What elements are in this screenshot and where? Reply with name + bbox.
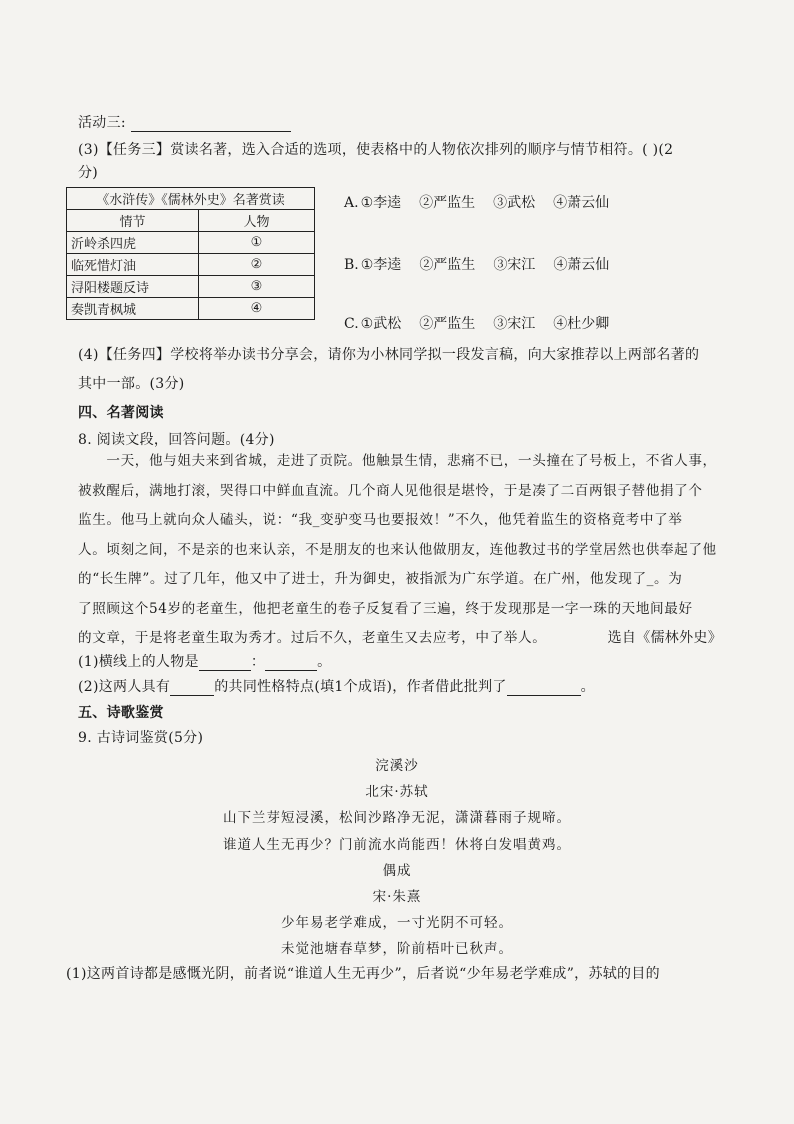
passage-line: 的“长生牌”。过了几年，他又中了进士，升为御史，被指派为广东学道。在广州，他发现了_。为 xyxy=(78,571,683,587)
poem2-line: 少年易老学难成，一寸光阴不可轻。 xyxy=(281,915,513,931)
option-item: ④萧云仙 xyxy=(553,257,610,273)
q8-sub1 xyxy=(78,651,331,671)
option-item: ②严监生 xyxy=(419,257,476,273)
table-row xyxy=(67,276,315,298)
table-cell-person: ① xyxy=(199,232,315,254)
table-cell-person: ③ xyxy=(199,276,315,298)
option-item: ③宋江 xyxy=(493,257,536,273)
option-letter: C. xyxy=(344,316,359,332)
option-item: ③宋江 xyxy=(493,316,536,332)
option-item: ③武松 xyxy=(493,195,536,211)
poem2-title: 偶成 xyxy=(382,863,412,879)
option-item: ①李逵 xyxy=(360,257,402,273)
option-item: ②严监生 xyxy=(419,316,476,332)
table-title: 《水浒传》《儒林外史》名著赏读 xyxy=(67,188,315,210)
q8-sub1-sep: ： xyxy=(250,654,266,670)
passage-line: 了照顾这个54岁的老童生，他把老童生的卷子反复看了三遍，终于发现那是一字一珠的天地间最好 xyxy=(78,600,693,617)
q8-sub1-blank-1[interactable] xyxy=(199,654,251,671)
passage-line: 的文章，于是将老童生取为秀才。过后不久，老童生又去应考，中了举人。 xyxy=(78,630,547,646)
q8-sub2 xyxy=(78,676,595,696)
passage-source: 选自《儒林外史》 xyxy=(607,630,722,646)
question-9-prompt: 9. 古诗词鉴赏(5分) xyxy=(78,730,204,746)
passage-line: 被救醒后，满地打滚，哭得口中鲜血直流。几个商人见他很是堪怜，于是凑了二百两银子替他捐了个 xyxy=(78,482,703,499)
poem1-title: 浣溪沙 xyxy=(375,758,419,774)
activity-answer-blank[interactable] xyxy=(131,115,291,132)
activity-3-label xyxy=(78,112,291,132)
option-item: ②严监生 xyxy=(419,195,476,211)
q9-sub1: (1)这两首诗都是感慨光阴，前者说“谁道人生无再少”，后者说“少年易老学难成”，苏轼的目的 xyxy=(66,966,660,982)
poem2-line: 未觉池塘春草梦，阶前梧叶已秋声。 xyxy=(281,941,513,957)
passage-line: 人。顷刻之间，不是亲的也来认亲，不是朋友的也来认他做朋友，连他教过书的学堂居然也供奉起了他 xyxy=(78,541,717,558)
option-item: ④杜少卿 xyxy=(553,316,610,332)
poem1-line: 山下兰芽短浸溪，松间沙路净无泥，潇潇暮雨子规啼。 xyxy=(223,810,571,826)
q8-sub2-end: 。 xyxy=(580,679,595,695)
option-item: ①武松 xyxy=(360,316,402,332)
table-header-plot: 情节 xyxy=(67,210,199,232)
option-c[interactable] xyxy=(344,313,627,333)
table-header-person: 人物 xyxy=(199,210,315,232)
table-cell-plot: 浔阳楼题反诗 xyxy=(67,276,199,298)
passage-line: 一天，他与姐夫来到省城，走进了贡院。他触景生情，悲痛不已，一头撞在了号板上，不省人事， xyxy=(78,453,717,469)
task3-question-line2: 分) xyxy=(78,165,99,181)
q8-passage xyxy=(78,447,724,654)
activity-label-text: 活动三: xyxy=(78,115,126,131)
q8-sub1-blank-2[interactable] xyxy=(265,654,317,671)
section-4-heading: 四、名著阅读 xyxy=(78,405,164,421)
table-cell-person: ④ xyxy=(199,298,315,320)
table-cell-plot: 临死惜灯油 xyxy=(67,254,199,276)
poem2-author: 宋·朱熹 xyxy=(372,889,422,905)
task4-question-line1: (4)【任务四】学校将举办读书分享会，请你为小林同学拟一段发言稿，向大家推荐以上两部名著的 xyxy=(78,347,700,363)
q8-sub1-end: 。 xyxy=(317,654,332,670)
poem1-line: 谁道人生无再少？门前流水尚能西！休将白发唱黄鸡。 xyxy=(223,837,571,853)
poem1-author: 北宋·苏轼 xyxy=(365,784,429,800)
table-row xyxy=(67,254,315,276)
q8-sub2-blank-2[interactable] xyxy=(507,679,581,696)
table-row xyxy=(67,298,315,320)
task3-question-line1: (3)【任务三】赏读名著，选入合适的选项，使表格中的人物依次排列的顺序与情节相符。( )(2 xyxy=(78,142,674,158)
task4-question-line2: 其中一部。(3分) xyxy=(78,376,185,392)
classics-table xyxy=(66,187,315,320)
table-cell-person: ② xyxy=(199,254,315,276)
q8-sub2-mid: 的共同性格特点(填1个成语)，作者借此批判了 xyxy=(214,679,507,695)
option-a[interactable] xyxy=(344,192,627,212)
table-row xyxy=(67,232,315,254)
option-b[interactable] xyxy=(344,254,627,274)
q8-sub2-blank-1[interactable] xyxy=(170,679,214,696)
option-item: ④萧云仙 xyxy=(553,195,610,211)
section-5-heading: 五、诗歌鉴赏 xyxy=(78,705,164,721)
question-8-prompt: 8. 阅读文段，回答问题。(4分) xyxy=(78,432,275,448)
option-letter: B. xyxy=(344,257,359,273)
table-cell-plot: 沂岭杀四虎 xyxy=(67,232,199,254)
q8-sub2-prefix: (2)这两人具有 xyxy=(78,679,171,695)
passage-line: 监生。他马上就向众人磕头，说：“我_变驴变马也要报效！”不久，他凭着监生的资格竟考中了举 xyxy=(78,512,683,528)
q8-sub1-prefix: (1)横线上的人物是 xyxy=(78,654,199,670)
table-cell-plot: 奏凯青枫城 xyxy=(67,298,199,320)
option-item: ①李逵 xyxy=(360,195,402,211)
option-letter: A. xyxy=(344,195,359,211)
